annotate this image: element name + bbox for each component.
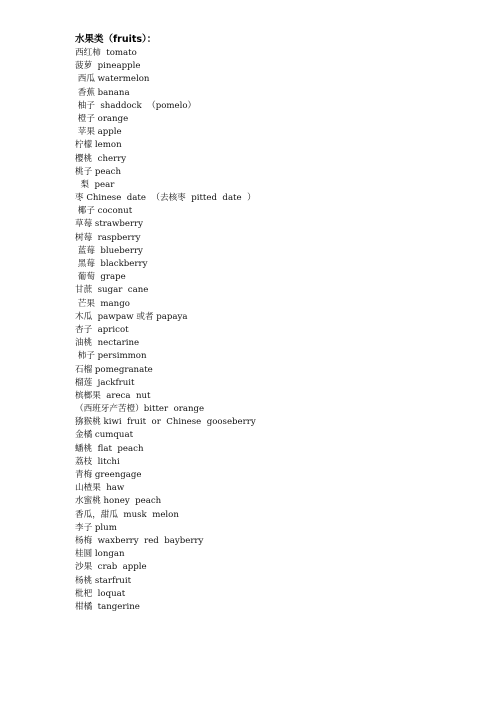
fruit-list-item: 桂圆 longan [75,549,125,560]
fruit-list-item: 枣 Chinese date （去核枣 pitted date ） [75,193,256,204]
fruit-list-item: 橙子 orange [75,113,129,124]
fruit-list-item: 桃子 peach [75,166,121,177]
fruit-list-item: 榴莲 jackfruit [75,377,135,388]
fruit-list-item: 甘蔗 sugar cane [75,285,149,296]
fruit-list-item: 草莓 strawberry [75,219,144,230]
fruit-list-item: 蓝莓 blueberry [75,245,143,256]
fruit-list-item: 梨 pear [75,179,115,190]
fruit-list-item: 苹果 apple [75,127,122,138]
fruit-list-item: 柿子 persimmon [75,351,147,362]
fruit-list-item: 猕猴桃 kiwi fruit or Chinese gooseberry [75,417,256,428]
fruit-list-item: 西红柿 tomato [75,48,137,58]
fruit-list-item: 槟榔果 areca nut [75,390,151,401]
fruit-list-item: 香蕉 banana [75,87,130,98]
fruit-list-item: 柠檬 lemon [75,140,122,151]
section-heading: 水果类（fruits）： [75,34,157,45]
fruit-list [75,47,475,614]
fruit-list-item: 柑橘 tangerine [75,601,140,612]
fruit-list-item: 木瓜 pawpaw 或者 papaya [75,311,188,322]
fruit-list-item: 葡萄 grape [75,272,126,283]
fruit-list-item: 椰子 coconut [75,206,133,217]
fruit-list-item: 蟠桃 flat peach [75,443,144,454]
fruit-list-item: 树莓 raspberry [75,232,141,243]
fruit-list-item: 青梅 greengage [75,470,142,480]
fruit-list-item: 黑莓 blackberry [75,259,148,269]
fruit-list-item: 沙果 crab apple [75,562,147,573]
fruit-list-item: 李子 plum [75,522,117,533]
fruit-list-item: 石榴 pomegranate [75,364,153,375]
fruit-list-item: 金橘 cumquat [75,430,134,441]
fruit-list-item: 杨桃 starfruit [75,575,132,586]
fruit-list-item: 樱桃 cherry [75,153,127,164]
fruit-list-item: 杏子 apricot [75,324,129,335]
fruit-list-item: 菠萝 pineapple [75,61,141,72]
document-body [75,33,475,614]
fruit-list-item: 水蜜桃 honey peach [75,496,162,507]
fruit-list-item: 西瓜 watermelon [75,74,150,85]
fruit-list-item: 香瓜，甜瓜 musk melon [75,509,179,520]
fruit-list-item: 枇杷 loquat [75,588,126,599]
fruit-list-item: 芒果 mango [75,298,130,309]
fruit-list-item: 山楂果 haw [75,483,125,494]
fruit-list-item: 油桃 nectarine [75,338,140,349]
fruit-list-item: 杨梅 waxberry red bayberry [75,535,204,546]
fruit-list-item: 荔枝 litchi [75,456,120,467]
fruit-list-item: 柚子 shaddock （pomelo） [75,100,197,111]
fruit-list-item: （西班牙产苦橙）bitter orange [75,404,205,415]
